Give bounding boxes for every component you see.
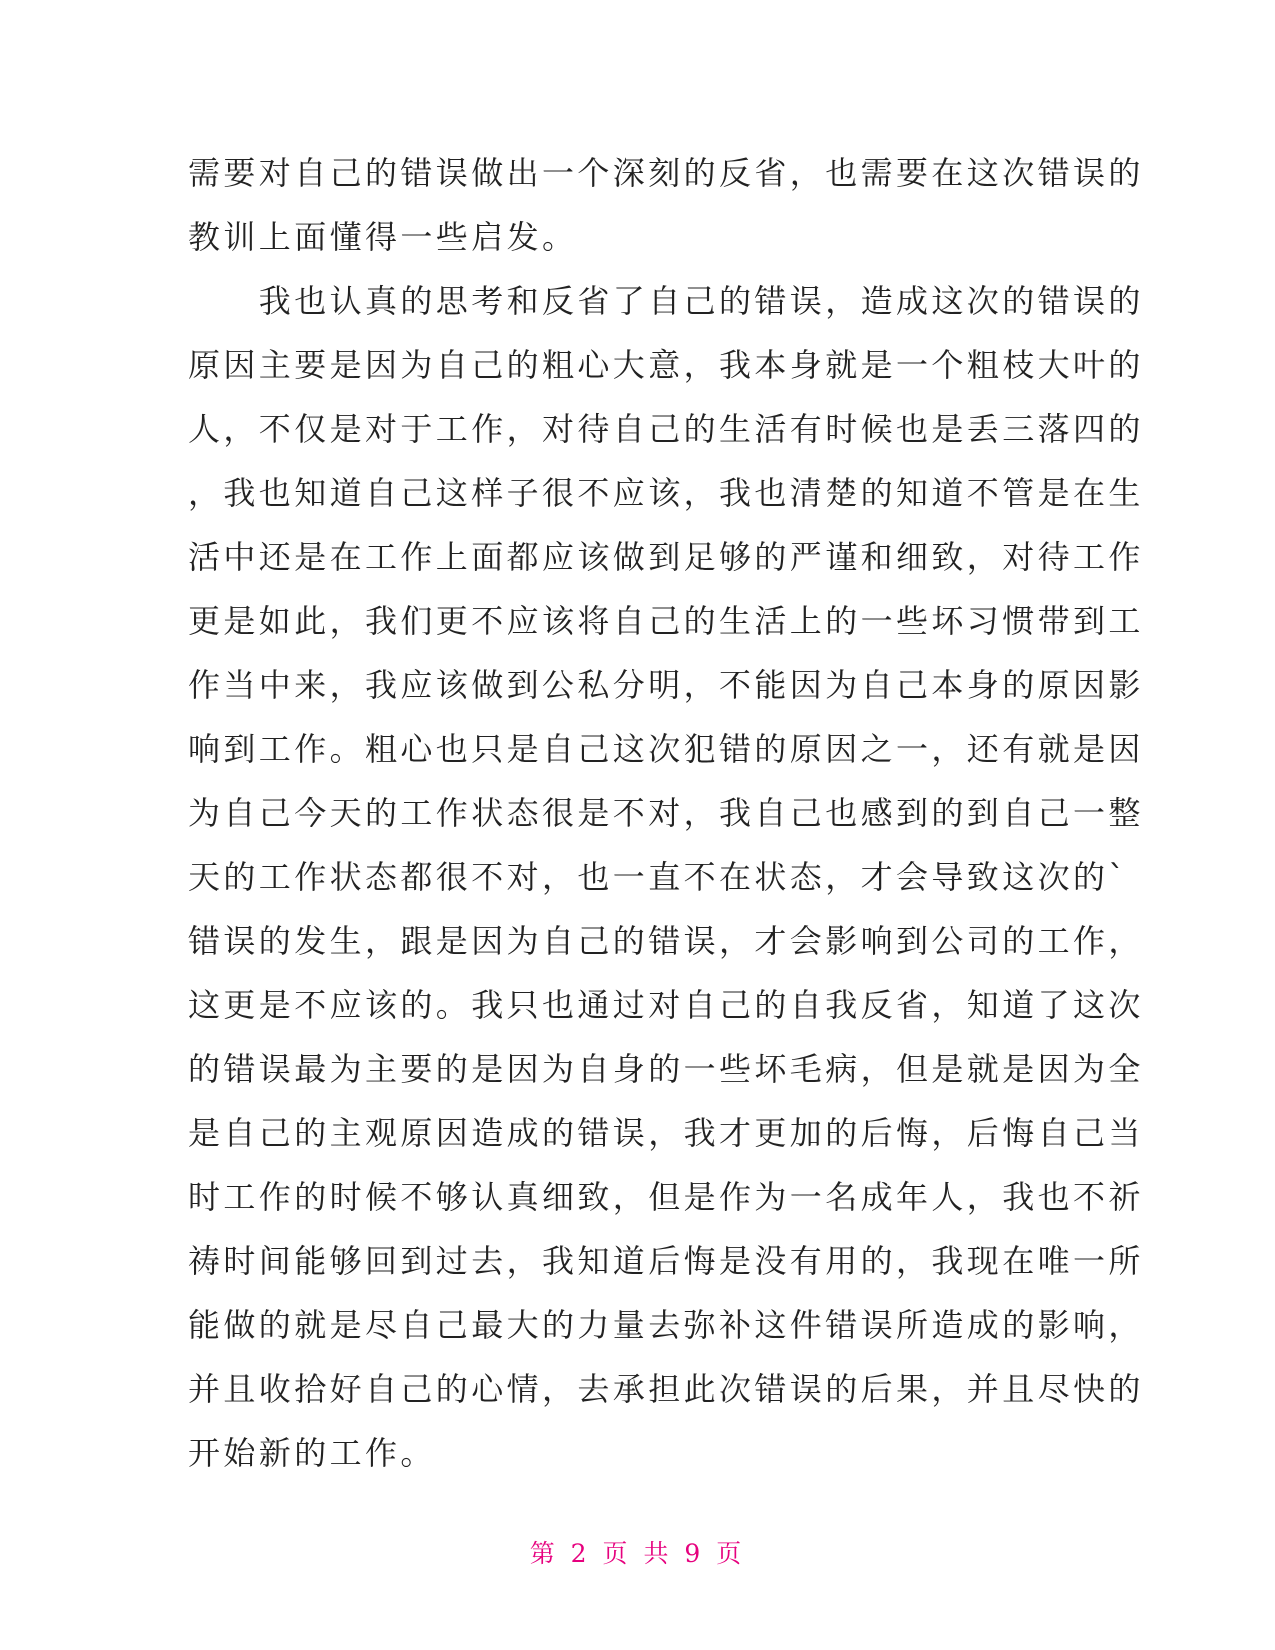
text-line: ，我也知道自己这样子很不应该，我也清楚的知道不管是在生 [188,474,1144,512]
text-line: 这更是不应该的。我只也通过对自己的自我反省，知道了这次 [188,986,1144,1024]
text-line: 教训上面懂得一些启发。 [188,218,578,256]
text-line: 我也认真的思考和反省了自己的错误，造成这次的错误的 [188,282,1144,320]
text-line: 并且收拾好自己的心情，去承担此次错误的后果，并且尽快的 [188,1370,1144,1408]
body-text [188,141,1144,1485]
text-line: 的错误最为主要的是因为自身的一些坏毛病，但是就是因为全 [188,1050,1144,1088]
text-line: 响到工作。粗心也只是自己这次犯错的原因之一，还有就是因 [188,730,1144,768]
text-line: 原因主要是因为自己的粗心大意，我本身就是一个粗枝大叶的 [188,346,1144,384]
text-line: 天的工作状态都很不对，也一直不在状态，才会导致这次的` [188,858,1128,896]
text-line: 能做的就是尽自己最大的力量去弥补这件错误所造成的影响， [188,1306,1144,1344]
text-line: 人，不仅是对于工作，对待自己的生活有时候也是丢三落四的 [188,410,1144,448]
text-line: 错误的发生，跟是因为自己的错误，才会影响到公司的工作， [188,922,1144,960]
text-line: 祷时间能够回到过去，我知道后悔是没有用的，我现在唯一所 [188,1242,1144,1280]
text-line: 需要对自己的错误做出一个深刻的反省，也需要在这次错误的 [188,154,1144,192]
text-line: 是自己的主观原因造成的错误，我才更加的后悔，后悔自己当 [188,1114,1144,1152]
text-line: 为自己今天的工作状态很是不对，我自己也感到的到自己一整 [188,794,1144,832]
text-line: 作当中来，我应该做到公私分明，不能因为自己本身的原因影 [188,666,1144,704]
text-line: 开始新的工作。 [188,1434,436,1472]
text-line: 更是如此，我们更不应该将自己的生活上的一些坏习惯带到工 [188,602,1144,640]
text-line: 时工作的时候不够认真细致，但是作为一名成年人，我也不祈 [188,1178,1144,1216]
page-number-footer: 第 2 页 共 9 页 [529,1539,746,1568]
text-line: 活中还是在工作上面都应该做到足够的严谨和细致，对待工作 [188,538,1144,576]
